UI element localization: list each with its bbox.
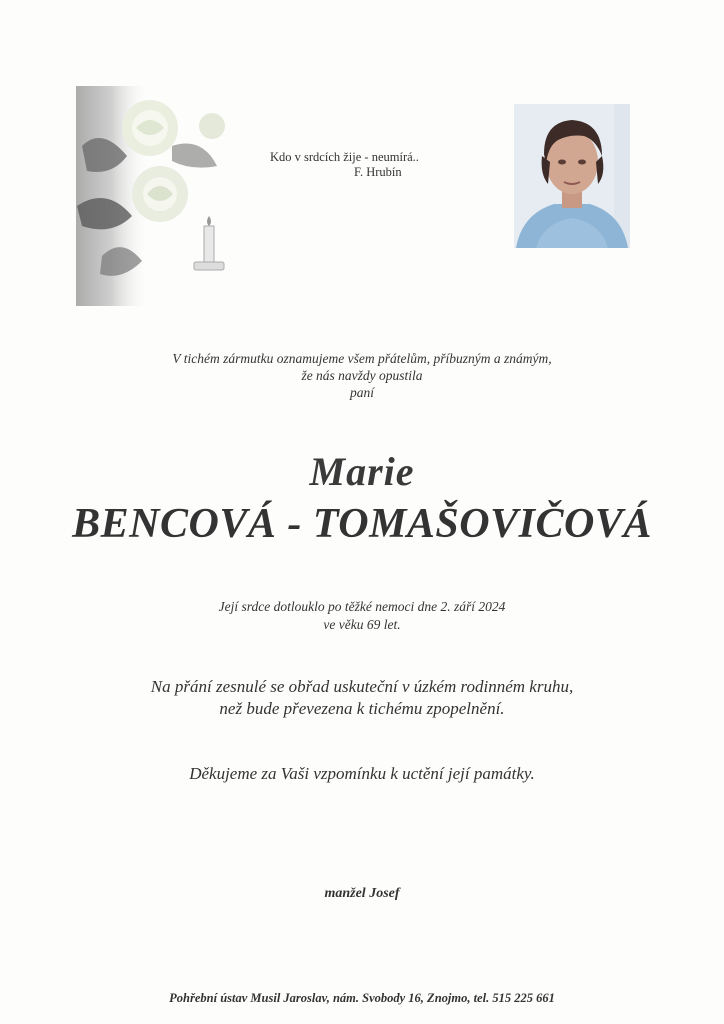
portrait-photo (514, 104, 630, 248)
quote-text: Kdo v srdcích žije - neumírá.. (270, 150, 419, 164)
funeral-home-footer: Pohřební ústav Musil Jaroslav, nám. Svobody 16, Znojmo, tel. 515 225 661 (169, 991, 555, 1005)
deceased-surname: BENCOVÁ - TOMAŠOVIČOVÁ (72, 501, 652, 547)
roses-candle-image (72, 86, 237, 306)
ceremony-notice (0, 676, 724, 720)
announcement-line-2: že nás navždy opustila (301, 368, 423, 383)
announcement-line-1: V tichém zármutku oznamujeme všem přátelům, příbuzným a známým, (172, 351, 552, 366)
announcement-line-3: paní (349, 385, 374, 400)
announcement (0, 350, 724, 401)
memorial-quote (270, 150, 470, 180)
death-notice (0, 598, 724, 634)
death-notice-line-2: ve věku 69 let. (323, 617, 401, 632)
thanks-line: Děkujeme za Vaši vzpomínku k uctění její památky. (189, 764, 535, 783)
ceremony-line-1: Na přání zesnulé se obřad uskuteční v úzkém rodinném kruhu, (150, 677, 574, 696)
quote-author: F. Hrubín (354, 165, 402, 179)
ceremony-line-2: než bude převezena k tichému zpopelnění. (219, 699, 505, 718)
signed-by: manžel Josef (324, 886, 400, 901)
death-notice-line-1: Její srdce dotlouklo po těžké nemoci dne 2. září 2024 (218, 599, 506, 614)
deceased-first-name: Marie (309, 449, 415, 494)
